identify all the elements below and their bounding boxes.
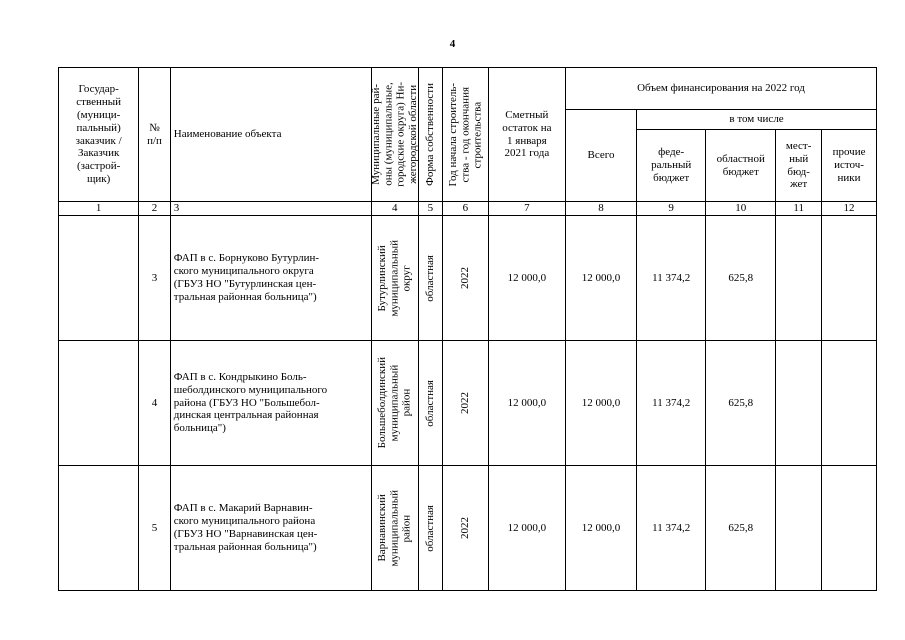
column-number: 4 <box>371 202 418 216</box>
column-number: 1 <box>59 202 139 216</box>
column-number: 12 <box>822 202 877 216</box>
cell-local <box>776 466 822 591</box>
header-other: прочие источ- ники <box>822 130 877 202</box>
header-districts-text: Муниципальные рай- оны (муниципальные, городские округа) Ни- жегородской области <box>370 82 420 187</box>
cell-regional: 625,8 <box>706 466 776 591</box>
cell-district-text: Большеболдинский муниципальный район <box>376 357 413 449</box>
cell-object-name: ФАП в с. Макарий Варнавин- ского муниципального района (ГБУЗ НО "Варнавинская цен- тральная районная больница") <box>170 466 371 591</box>
header-estimate-balance: Сметный остаток на 1 января 2021 года <box>488 68 565 202</box>
header-ownership-text: Форма собственности <box>424 83 437 186</box>
cell-year-text: 2022 <box>459 517 472 539</box>
cell-estimate: 12 000,0 <box>488 216 565 341</box>
cell-federal: 11 374,2 <box>637 216 706 341</box>
cell-object-name: ФАП в с. Борнуково Бутурлин- ского муниципального округа (ГБУЗ НО "Бутурлинская цен- тральная районная больница") <box>170 216 371 341</box>
cell-row-number: 3 <box>139 216 170 341</box>
cell-ownership-text: областная <box>424 254 437 302</box>
cell-district <box>371 216 418 341</box>
cell-year-text: 2022 <box>459 392 472 414</box>
cell-other <box>822 466 877 591</box>
header-ownership <box>418 68 442 202</box>
header-years <box>443 68 489 202</box>
cell-year <box>443 216 489 341</box>
cell-customer <box>59 216 139 341</box>
page-number: 4 <box>449 38 456 50</box>
cell-other <box>822 216 877 341</box>
cell-ownership-text: областная <box>424 379 437 427</box>
financing-table <box>58 67 877 591</box>
cell-customer <box>59 466 139 591</box>
table-row <box>59 216 877 341</box>
cell-object-name: ФАП в с. Кондрыкино Боль- шеболдинского муниципального района (ГБУЗ НО "Большебол- динская центральная районная больница") <box>170 341 371 466</box>
cell-total: 12 000,0 <box>565 466 636 591</box>
cell-total: 12 000,0 <box>565 216 636 341</box>
cell-total: 12 000,0 <box>565 341 636 466</box>
cell-local <box>776 216 822 341</box>
cell-district-text: Варнавинский муниципальный район <box>376 489 413 567</box>
cell-row-number: 4 <box>139 341 170 466</box>
cell-regional: 625,8 <box>706 216 776 341</box>
column-number: 2 <box>139 202 170 216</box>
cell-regional: 625,8 <box>706 341 776 466</box>
column-number: 5 <box>418 202 442 216</box>
column-number: 8 <box>565 202 636 216</box>
column-number: 9 <box>637 202 706 216</box>
cell-ownership <box>418 341 442 466</box>
header-object-name: Наименование объекта <box>170 68 371 202</box>
header-customer: Государ- ственный (муници- пальный) заказчик / Заказчик (застрой- щик) <box>59 68 139 202</box>
cell-other <box>822 341 877 466</box>
column-number: 10 <box>706 202 776 216</box>
column-number: 11 <box>776 202 822 216</box>
cell-estimate: 12 000,0 <box>488 341 565 466</box>
cell-year <box>443 341 489 466</box>
column-number: 6 <box>443 202 489 216</box>
header-regional: областной бюджет <box>706 130 776 202</box>
header-including: в том числе <box>637 110 877 130</box>
table-row <box>59 341 877 466</box>
column-number: 7 <box>488 202 565 216</box>
header-funding-volume: Объем финансирования на 2022 год <box>565 68 876 110</box>
header-local: мест- ный бюд- жет <box>776 130 822 202</box>
header-federal: феде- ральный бюджет <box>637 130 706 202</box>
cell-year <box>443 466 489 591</box>
cell-ownership-text: областная <box>424 504 437 552</box>
header-total: Всего <box>565 110 636 202</box>
cell-estimate: 12 000,0 <box>488 466 565 591</box>
cell-row-number: 5 <box>139 466 170 591</box>
column-number: 3 <box>170 202 371 216</box>
cell-customer <box>59 341 139 466</box>
cell-federal: 11 374,2 <box>637 341 706 466</box>
table-row <box>59 466 877 591</box>
header-districts <box>371 68 418 202</box>
cell-federal: 11 374,2 <box>637 466 706 591</box>
cell-district <box>371 466 418 591</box>
cell-ownership <box>418 216 442 341</box>
cell-local <box>776 341 822 466</box>
cell-district-text: Бутурлинский муниципальный округ <box>376 239 413 317</box>
cell-district <box>371 341 418 466</box>
header-years-text: Год начала строитель- ства - год окончания строительства <box>446 82 484 187</box>
cell-ownership <box>418 466 442 591</box>
cell-year-text: 2022 <box>459 267 472 289</box>
column-number-row <box>59 202 877 216</box>
header-row-number: № п/п <box>139 68 170 202</box>
